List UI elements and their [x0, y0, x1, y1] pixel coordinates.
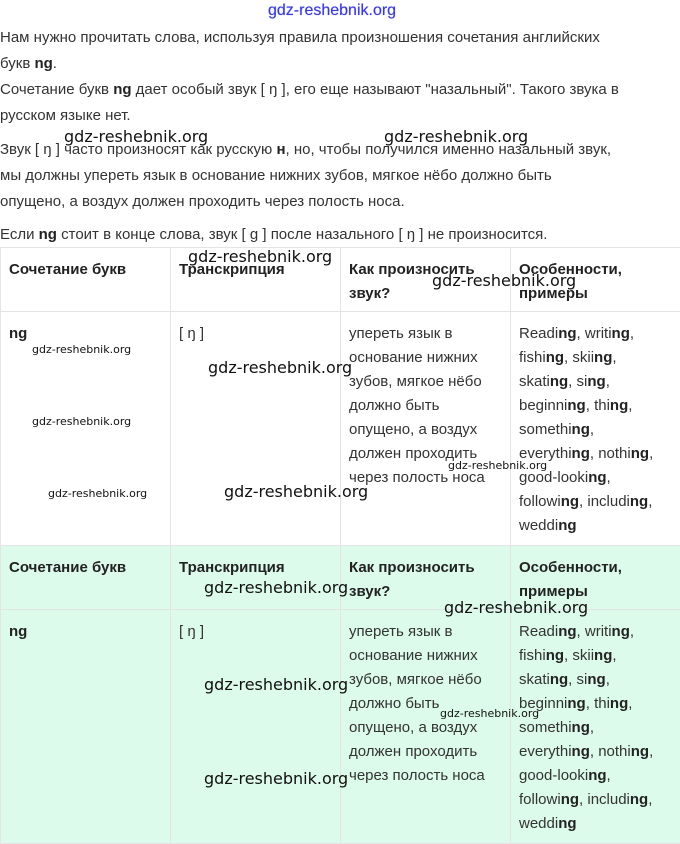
example-word: thing, [594, 397, 632, 414]
watermark: gdz-reshebnik.org [64, 127, 208, 146]
header-examples: Особенности, примеры [511, 546, 680, 610]
example-word: sing, [577, 373, 610, 390]
watermark: gdz-reshebnik.org [32, 343, 131, 356]
example-word: skiing, [572, 349, 616, 366]
paragraph-sound: Сочетание букв ng дает особый звук [ ŋ ], его еще называют "назальный". Такого звука в русском языке нет. [0, 77, 680, 129]
example-word: good-looking, [519, 469, 611, 486]
header-transcription: Транскрипция [171, 248, 341, 312]
cell-examples [511, 312, 680, 546]
example-word: skiing, [572, 647, 616, 664]
cell-letters: ng [9, 623, 27, 640]
cell-how: упереть язык в основание нижних зубов, мягкое нёбо должно быть опущено, а воздух должен проходить через полость носа [341, 610, 511, 844]
watermark: gdz-reshebnik.org [48, 487, 147, 500]
example-word: writing, [585, 623, 634, 640]
example-word: beginning, [519, 397, 594, 414]
example-word: Reading, [519, 325, 585, 342]
example-word: fishing, [519, 647, 572, 664]
cell-transcription: [ ŋ ] [171, 610, 341, 844]
example-word: nothing, [598, 743, 653, 760]
example-word: Reading, [519, 623, 585, 640]
watermark: gdz-reshebnik.org [432, 271, 576, 290]
watermark: gdz-reshebnik.org [224, 482, 368, 501]
example-word: writing, [585, 325, 634, 342]
example-word: something, [519, 421, 594, 438]
header-letters: Сочетание букв [1, 248, 171, 312]
example-word: thing, [594, 695, 632, 712]
cell-letters: ng [9, 325, 27, 342]
header-letters: Сочетание букв [1, 546, 171, 610]
example-word: sing, [577, 671, 610, 688]
cell-examples [511, 610, 680, 844]
example-word: something, [519, 719, 594, 736]
header-how: Как произносить звук? [341, 546, 511, 610]
example-word: including, [587, 493, 652, 510]
example-word: nothing, [598, 445, 653, 462]
header-transcription: Транскрипция [171, 546, 341, 610]
example-word: skating, [519, 373, 577, 390]
watermark: gdz-reshebnik.org [204, 675, 348, 694]
example-word: following, [519, 791, 587, 808]
example-word: beginning, [519, 695, 594, 712]
watermark: gdz-reshebnik.org [204, 578, 348, 597]
paragraph-pronunciation: Звук [ ŋ ] часто произносят как русскую н, но, чтобы получился именно назальный звук, мы должны упереть язык в основание нижних зубов, мягкое нёбо должно быть опущено, а воздух должен проходить через полость носа. [0, 137, 680, 215]
example-word: wedding [519, 815, 577, 832]
example-word: following, [519, 493, 587, 510]
example-word: everything, [519, 445, 598, 462]
watermark: gdz-reshebnik.org [188, 247, 332, 266]
watermark: gdz-reshebnik.org [204, 769, 348, 788]
watermark: gdz-reshebnik.org [444, 598, 588, 617]
watermark: gdz-reshebnik.org [384, 127, 528, 146]
example-word: everything, [519, 743, 598, 760]
header-examples: Особенности, примеры [511, 248, 680, 312]
paragraph-intro: Нам нужно прочитать слова, используя правила произношения сочетания английских букв ng. [0, 25, 680, 77]
rules-table-highlighted [0, 545, 680, 844]
example-word: fishing, [519, 349, 572, 366]
paragraph-ending: Если ng стоит в конце слова, звук [ g ] после назального [ ŋ ] не произносится. [0, 222, 680, 248]
example-word: including, [587, 791, 652, 808]
cell-how: упереть язык в основание нижних зубов, мягкое нёбо должно быть опущено, а воздух должен проходить через полость носа [341, 312, 511, 546]
cell-transcription: [ ŋ ] [171, 312, 341, 546]
watermark: gdz-reshebnik.org [448, 459, 547, 472]
rules-table [0, 247, 680, 546]
watermark: gdz-reshebnik.org [208, 358, 352, 377]
example-word: good-looking, [519, 767, 611, 784]
example-word: wedding [519, 517, 577, 534]
header-watermark: gdz-reshebnik.org [268, 2, 396, 20]
watermark: gdz-reshebnik.org [440, 707, 539, 720]
watermark: gdz-reshebnik.org [32, 415, 131, 428]
example-word: skating, [519, 671, 577, 688]
header-how: Как произносить звук? [341, 248, 511, 312]
